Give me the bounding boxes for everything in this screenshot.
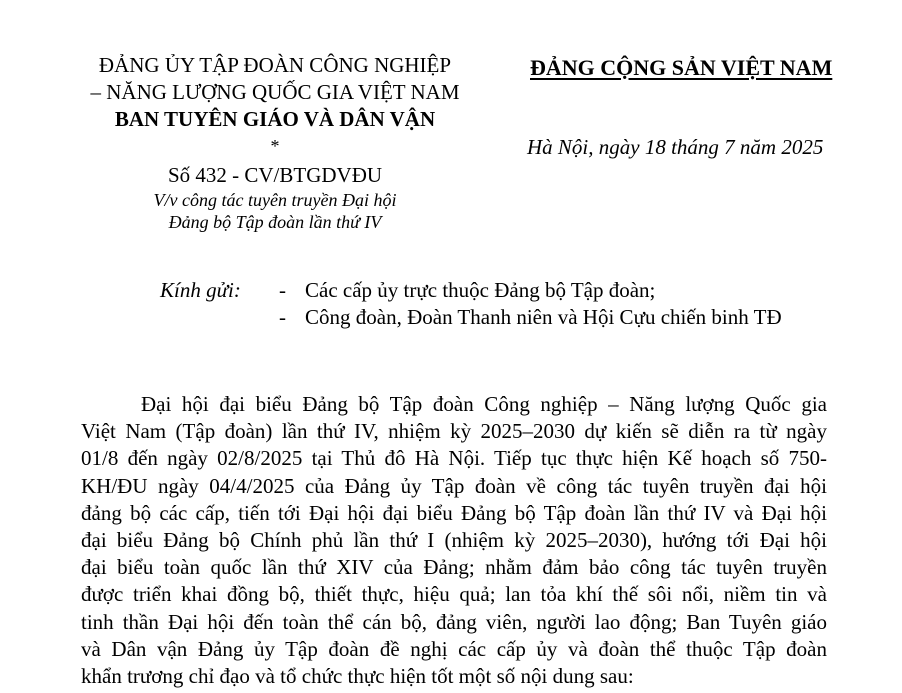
issuing-department: BAN TUYÊN GIÁO VÀ DÂN VẬN [114,107,436,131]
body-line: 01/8 đến ngày 02/8/2025 tại Thủ đô Hà Nội. Tiếp tục thực hiện Kế hoạch số 750- [81,446,827,471]
party-name-heading: ĐẢNG CỘNG SẢN VIỆT NAM [530,55,833,80]
subject-line-1: V/v công tác tuyên truyền Đại hội [153,190,397,210]
recipient-text: Công đoàn, Đoàn Thanh niên và Hội Cựu chiến binh TĐ [305,305,782,329]
body-line: tinh thần Đại hội đến toàn thể cán bộ, đảng viên, người lao động; Ban Tuyên giáo [81,609,827,634]
subject-line-2: Đảng bộ Tập đoàn lần thứ IV [168,212,382,232]
star-separator: * [270,136,280,156]
body-line: Việt Nam (Tập đoàn) lần thứ IV, nhiệm kỳ 2025–2030 dự kiến sẽ diễn ra từ ngày [81,419,827,444]
body-line: đại biểu toàn quốc lần thứ XIV của Đảng; nhằm đảm bảo công tác tuyên truyền [81,555,827,580]
body-line: đảng bộ các cấp, tiến tới Đại hội đại biểu Đảng bộ Tập đoàn lần thứ IV và Đại hội [81,500,827,525]
body-line: Đại hội đại biểu Đảng bộ Tập đoàn Công nghiệp – Năng lượng Quốc gia [141,392,827,416]
recipient-dash: - [279,305,286,329]
place-and-date: Hà Nội, ngày 18 tháng 7 năm 2025 [527,135,824,159]
recipient-item [279,277,655,304]
body-line: và Dân vận Đảng ủy Tập đoàn đề nghị các cấp ủy và đoàn thể thuộc Tập đoàn [81,636,827,661]
body-line: được triển khai đồng bộ, thiết thực, hiệu quả; lan tỏa khí thế sôi nổi, niềm tin và [81,582,827,607]
org-name-line-2: – NĂNG LƯỢNG QUỐC GIA VIỆT NAM [90,80,460,104]
body-line: KH/ĐU ngày 04/4/2025 của Đảng ủy Tập đoàn về công tác tuyên truyền đại hội [81,473,827,498]
recipient-item [279,304,782,331]
body-line: đại biểu Đảng bộ Chính phủ lần thứ I (nhiệm kỳ 2025–2030), hướng tới Đại hội [81,528,827,553]
issuing-organization-block [55,52,495,233]
org-name-line-1: ĐẢNG ỦY TẬP ĐOÀN CÔNG NGHIỆP [98,53,452,77]
recipient-dash: - [279,278,286,302]
body-paragraph [81,391,827,690]
recipient-text: Các cấp ủy trực thuộc Đảng bộ Tập đoàn; [305,278,656,302]
document-number: Số 432 - CV/BTGDVĐU [167,163,383,187]
recipients-label: Kính gửi: [160,278,241,302]
body-line: khẩn trương chỉ đạo và tổ chức thực hiện tốt một số nội dung sau: [81,664,634,689]
